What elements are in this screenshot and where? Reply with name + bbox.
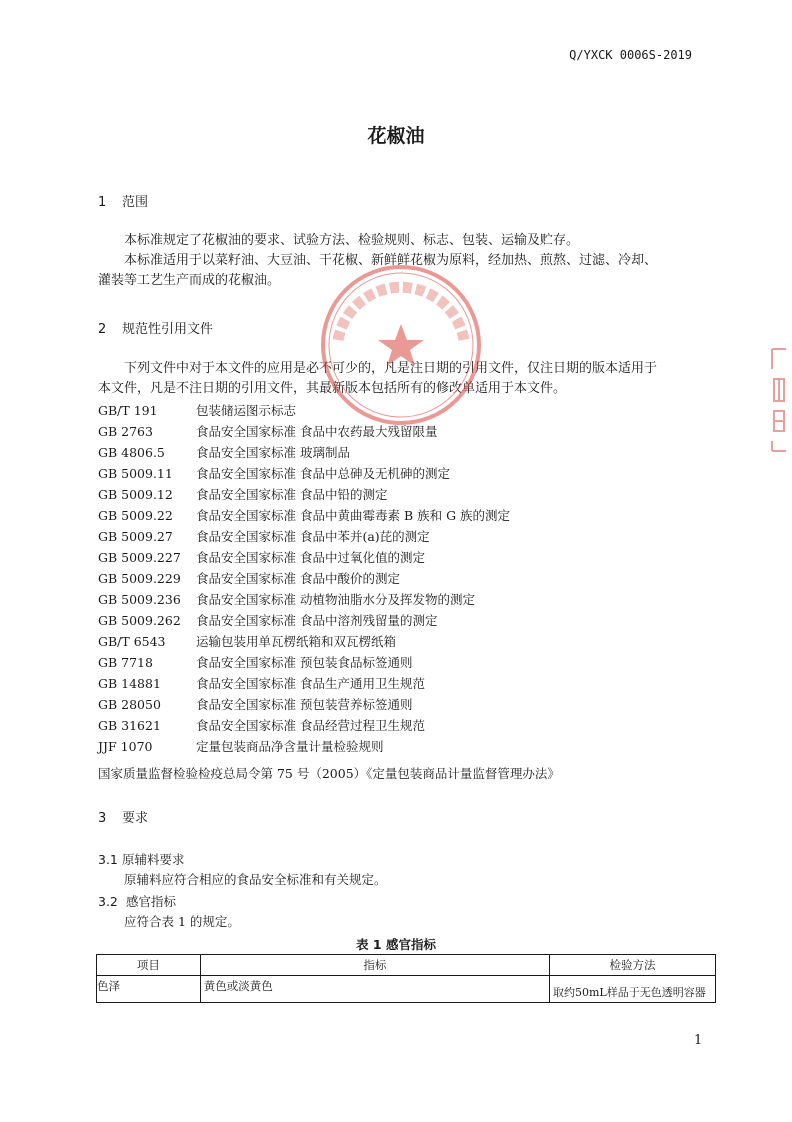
reference-code: GB 5009.229 xyxy=(98,571,181,586)
company-seal xyxy=(318,262,484,428)
reference-code: GB 14881 xyxy=(98,676,161,691)
subsection-3-2-heading xyxy=(98,892,176,910)
reference-row xyxy=(0,715,792,736)
reference-title: 食品安全国家标准 食品中铅的测定 xyxy=(196,487,388,502)
sensory-table xyxy=(96,954,716,1003)
reference-code: GB 31621 xyxy=(98,718,161,733)
edge-stamp-icon xyxy=(768,345,788,455)
section-1-title: 范围 xyxy=(122,195,149,210)
reference-code: GB 5009.262 xyxy=(98,613,181,628)
reference-row xyxy=(0,505,792,526)
reference-title: 食品安全国家标准 动植物油脂水分及挥发物的测定 xyxy=(196,592,475,607)
seal-graphic xyxy=(323,267,479,423)
reference-title: 食品安全国家标准 食品中过氧化值的测定 xyxy=(196,550,425,565)
section-2-heading xyxy=(98,318,213,337)
table-cell-method: 取约50mL样品于无色透明容器 xyxy=(550,976,716,1003)
reference-row xyxy=(0,568,792,589)
reference-title: 食品安全国家标准 预包装营养标签通则 xyxy=(196,697,413,712)
table-header-row xyxy=(97,955,716,976)
reference-title: 包装储运图示标志 xyxy=(196,403,297,418)
subsection-3-1-text: 原辅料应符合相应的食品安全标准和有关规定。 xyxy=(124,872,387,887)
subsection-3-1-number: 3.1 xyxy=(98,852,118,867)
normative-intro-line-1: 下列文件中对于本文件的应用是必不可少的，凡是注日期的引用文件，仅注日期的版本适用于 xyxy=(124,361,658,376)
reference-title: 食品安全国家标准 食品经营过程卫生规范 xyxy=(196,718,425,733)
page-number: 1 xyxy=(694,1033,703,1048)
reference-code: GB 5009.12 xyxy=(98,487,173,502)
reference-title: 食品安全国家标准 食品中总砷及无机砷的测定 xyxy=(196,466,450,481)
subsection-3-2-text: 应符合表 1 的规定。 xyxy=(124,914,240,929)
reference-row xyxy=(0,547,792,568)
section-3-number: 3 xyxy=(98,811,107,826)
normative-final-line: 国家质量监督检验检疫总局令第 75 号（2005）《定量包装商品计量监督管理办法》 xyxy=(98,766,560,781)
reference-row xyxy=(0,631,792,652)
subsection-3-2-number: 3.2 xyxy=(98,894,118,909)
table-header-indicator: 指标 xyxy=(200,955,549,976)
reference-code: GB 5009.22 xyxy=(98,508,173,523)
reference-title: 食品安全国家标准 食品中苯并(a)芘的测定 xyxy=(196,529,430,544)
document-code: Q/YXCK 0006S-2019 xyxy=(569,48,692,62)
table-header-method: 检验方法 xyxy=(550,955,716,976)
section-1-number: 1 xyxy=(98,195,107,210)
reference-row xyxy=(0,442,792,463)
normative-intro-line-2: 本文件，凡是不注日期的引用文件，其最新版本包括所有的修改单适用于本文件。 xyxy=(98,381,567,396)
reference-title: 食品安全国家标准 预包装食品标签通则 xyxy=(196,655,413,670)
reference-code: JJF 1070 xyxy=(98,739,153,754)
reference-code: GB/T 191 xyxy=(98,403,158,418)
reference-code: GB 7718 xyxy=(98,655,153,670)
reference-row xyxy=(0,589,792,610)
table-cell-item: 色泽 xyxy=(97,976,201,1003)
reference-code: GB 4806.5 xyxy=(98,445,165,460)
reference-title: 食品安全国家标准 玻璃制品 xyxy=(196,445,350,460)
subsection-3-1-title: 原辅料要求 xyxy=(122,852,185,867)
scope-paragraph-1: 本标准规定了花椒油的要求、试验方法、检验规则、标志、包装、运输及贮存。 xyxy=(124,233,580,248)
reference-row xyxy=(0,736,792,757)
section-3-heading xyxy=(98,807,148,826)
section-2-number: 2 xyxy=(98,322,107,337)
reference-title: 运输包装用单瓦楞纸箱和双瓦楞纸箱 xyxy=(196,634,397,649)
table-header-item: 项目 xyxy=(97,955,201,976)
page-title: 花椒油 xyxy=(367,125,425,147)
reference-row xyxy=(0,484,792,505)
table-cell-indicator: 黄色或淡黄色 xyxy=(200,976,549,1003)
reference-code: GB 5009.227 xyxy=(98,550,181,565)
reference-title: 定量包装商品净含量计量检验规则 xyxy=(196,739,384,754)
reference-row xyxy=(0,610,792,631)
table-1-caption: 表 1 感官指标 xyxy=(356,937,436,952)
reference-title: 食品安全国家标准 食品中酸价的测定 xyxy=(196,571,400,586)
reference-row xyxy=(0,463,792,484)
reference-list xyxy=(0,400,792,757)
reference-title: 食品安全国家标准 食品生产通用卫生规范 xyxy=(196,676,425,691)
reference-row xyxy=(0,673,792,694)
reference-row xyxy=(0,694,792,715)
subsection-3-1-heading xyxy=(98,850,185,868)
section-3-title: 要求 xyxy=(122,811,149,826)
subsection-3-2-title: 感官指标 xyxy=(126,894,177,909)
reference-row xyxy=(0,526,792,547)
reference-code: GB 28050 xyxy=(98,697,161,712)
reference-code: GB/T 6543 xyxy=(98,634,166,649)
table-row xyxy=(97,976,716,1003)
reference-title: 食品安全国家标准 食品中农药最大残留限量 xyxy=(196,424,438,439)
section-2-title: 规范性引用文件 xyxy=(122,322,214,337)
reference-title: 食品安全国家标准 食品中黄曲霉毒素 B 族和 G 族的测定 xyxy=(196,508,511,523)
scope-paragraph-2: 本标准适用于以菜籽油、大豆油、干花椒、新鲜鲜花椒为原料，经加热、煎熬、过滤、冷却、 xyxy=(124,253,658,268)
reference-code: GB 5009.11 xyxy=(98,466,173,481)
reference-code: GB 5009.236 xyxy=(98,592,181,607)
seal-star-icon xyxy=(378,324,424,366)
scope-paragraph-3: 灌装等工艺生产而成的花椒油。 xyxy=(98,273,281,288)
reference-title: 食品安全国家标准 食品中溶剂残留量的测定 xyxy=(196,613,438,628)
reference-row xyxy=(0,652,792,673)
reference-code: GB 5009.27 xyxy=(98,529,173,544)
section-1-heading xyxy=(98,191,148,210)
reference-code: GB 2763 xyxy=(98,424,153,439)
